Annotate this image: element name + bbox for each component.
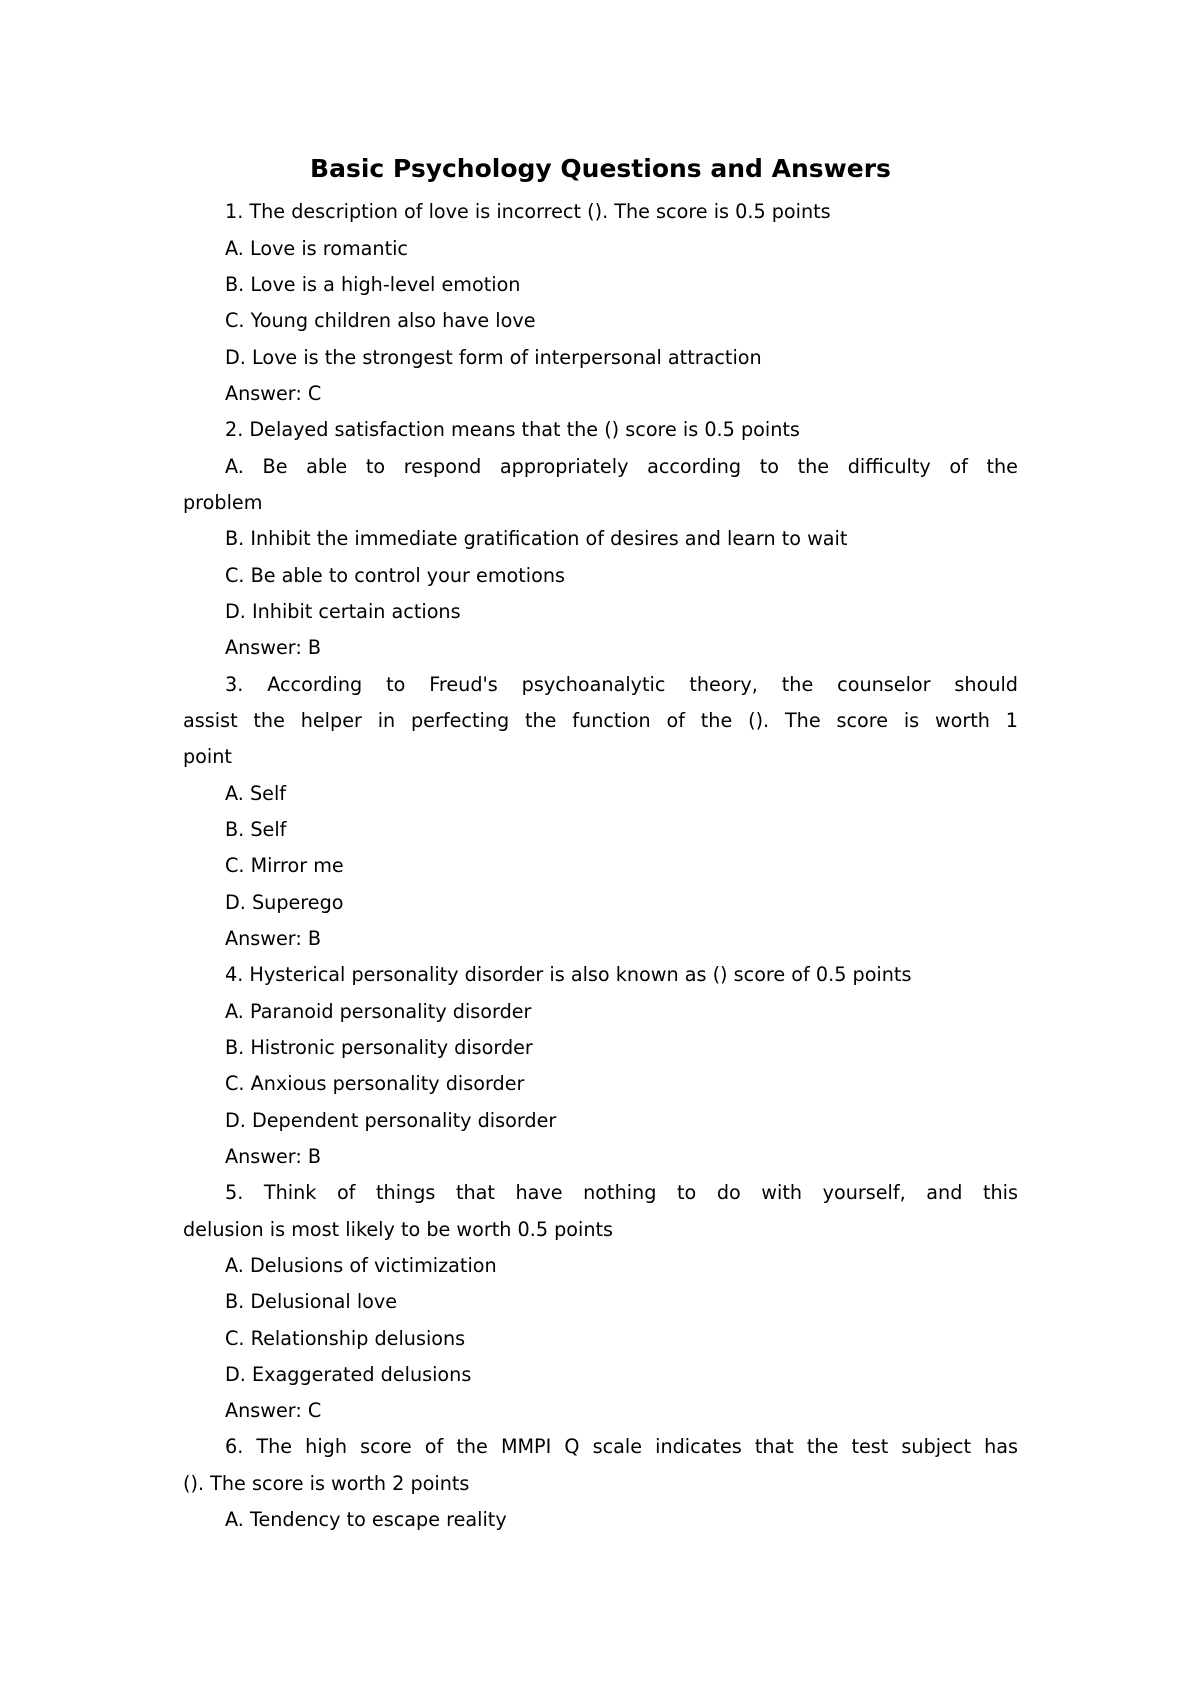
text-line: C. Young children also have love	[225, 309, 536, 333]
q1-option-b	[183, 267, 1018, 303]
q4-option-b	[183, 1030, 1018, 1066]
text-line: B. Inhibit the immediate gratification of desires and learn to wait	[225, 527, 848, 551]
text-line: (). The score is worth 2 points	[183, 1471, 470, 1495]
q6-option-a	[183, 1502, 1018, 1538]
text-line: C. Mirror me	[225, 854, 344, 878]
text-line: Answer: B	[225, 1144, 322, 1168]
q3-option-b	[183, 812, 1018, 848]
document-title: Basic Psychology Questions and Answers	[310, 154, 891, 183]
text-line: delusion is most likely to be worth 0.5 points	[183, 1217, 614, 1241]
q2-option-c	[183, 558, 1018, 594]
text-line: Answer: B	[225, 926, 322, 950]
text-line: D. Inhibit certain actions	[225, 599, 461, 623]
q6-stem	[183, 1429, 1018, 1502]
q5-answer	[183, 1393, 1018, 1429]
text-line: D. Love is the strongest form of interpersonal attraction	[225, 345, 762, 369]
q4-stem	[183, 957, 1018, 993]
text-line: 2. Delayed satisfaction means that the () score is 0.5 points	[225, 418, 800, 442]
text-line: Answer: C	[225, 381, 322, 405]
q5-option-c	[183, 1321, 1018, 1357]
q2-option-b	[183, 521, 1018, 557]
q5-stem	[183, 1175, 1018, 1248]
text-line: B. Histronic personality disorder	[225, 1035, 533, 1059]
q4-answer	[183, 1139, 1018, 1175]
q4-option-c	[183, 1066, 1018, 1102]
text-line: assist the helper in perfecting the function of the (). The score is worth 1	[183, 708, 1018, 732]
text-line: A. Be able to respond appropriately according to the difficulty of the	[225, 454, 1018, 478]
text-line: Answer: C	[225, 1399, 322, 1423]
text-line: A. Love is romantic	[225, 236, 408, 260]
q2-answer	[183, 630, 1018, 666]
text-line: D. Superego	[225, 890, 344, 914]
text-line: C. Relationship delusions	[225, 1326, 466, 1350]
document-content	[183, 0, 1018, 1538]
q3-stem	[183, 667, 1018, 776]
text-line: 3. According to Freud's psychoanalytic theory, the counselor should	[225, 672, 1018, 696]
q3-option-c	[183, 848, 1018, 884]
text-line: B. Delusional love	[225, 1290, 398, 1314]
q1-option-a	[183, 231, 1018, 267]
text-line: point	[183, 745, 232, 769]
text-line: B. Love is a high-level emotion	[225, 272, 521, 296]
q3-answer	[183, 921, 1018, 957]
q5-option-b	[183, 1284, 1018, 1320]
q1-stem	[183, 194, 1018, 230]
text-line: A. Paranoid personality disorder	[225, 999, 532, 1023]
q3-option-d	[183, 885, 1018, 921]
text-line: A. Delusions of victimization	[225, 1253, 497, 1277]
text-line: C. Anxious personality disorder	[225, 1072, 525, 1096]
q2-option-d	[183, 594, 1018, 630]
q2-option-a	[183, 449, 1018, 522]
q1-answer	[183, 376, 1018, 412]
q5-option-d	[183, 1357, 1018, 1393]
q1-option-c	[183, 303, 1018, 339]
text-line: A. Self	[225, 781, 287, 805]
q4-option-d	[183, 1103, 1018, 1139]
text-line: 1. The description of love is incorrect (). The score is 0.5 points	[225, 200, 831, 224]
text-line: D. Exaggerated delusions	[225, 1362, 472, 1386]
text-line: B. Self	[225, 817, 287, 841]
q4-option-a	[183, 994, 1018, 1030]
q2-stem	[183, 412, 1018, 448]
text-line: C. Be able to control your emotions	[225, 563, 566, 587]
text-line: Answer: B	[225, 636, 322, 660]
document-body	[183, 194, 1018, 1538]
text-line: 4. Hysterical personality disorder is also known as () score of 0.5 points	[225, 963, 912, 987]
q1-option-d	[183, 340, 1018, 376]
text-line: 6. The high score of the MMPI Q scale indicates that the test subject has	[225, 1435, 1018, 1459]
text-line: D. Dependent personality disorder	[225, 1108, 557, 1132]
q5-option-a	[183, 1248, 1018, 1284]
text-line: 5. Think of things that have nothing to do with yourself, and this	[225, 1181, 1018, 1205]
text-line: A. Tendency to escape reality	[225, 1508, 507, 1532]
q3-option-a	[183, 776, 1018, 812]
text-line: problem	[183, 490, 263, 514]
